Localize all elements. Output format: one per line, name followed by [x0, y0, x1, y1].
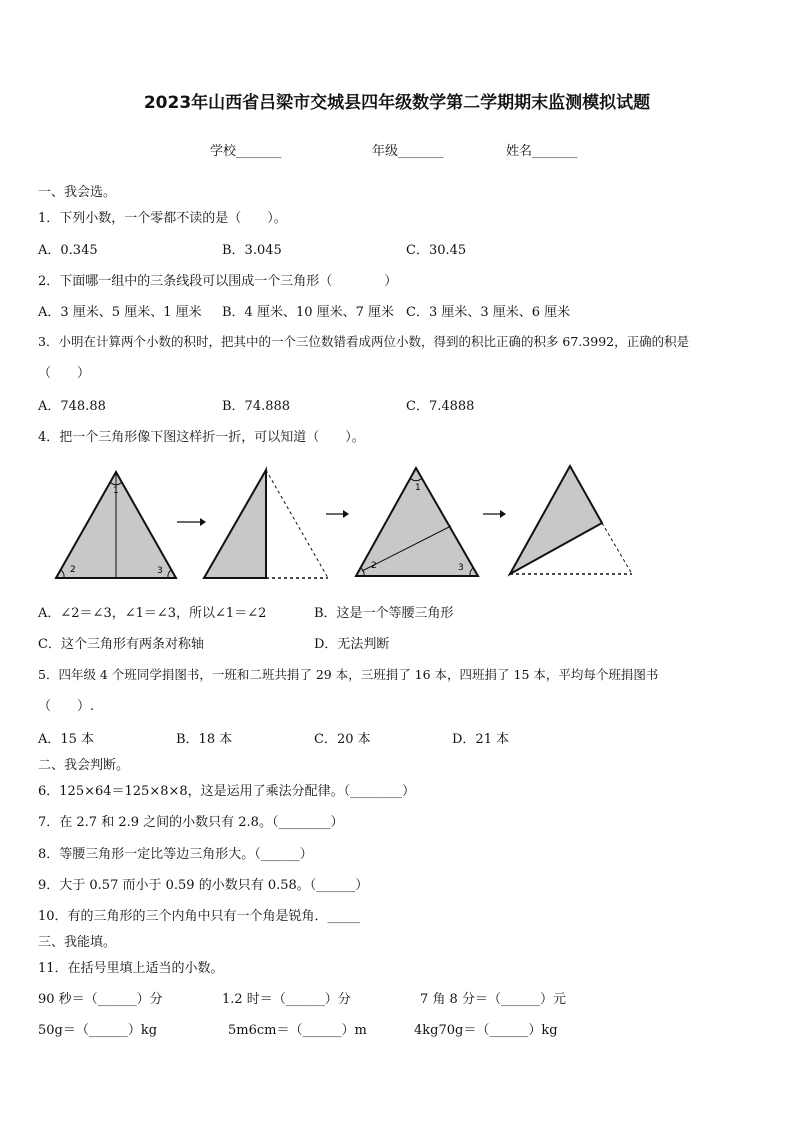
fill-blank-item[interactable]: 4kg70g＝（______）kg: [414, 1023, 558, 1038]
arrow-right-icon: [343, 510, 349, 518]
angle-1-label: 1: [113, 486, 119, 496]
fill-blank-item[interactable]: 5m6cm＝（______）m: [228, 1023, 367, 1038]
q5-option-c[interactable]: C．20 本: [314, 732, 371, 747]
angle-1-label: 1: [415, 483, 421, 493]
folding-triangle-figure: [40, 460, 650, 585]
question-2-stem: 2．下面哪一组中的三条线段可以围成一个三角形（ ）: [38, 274, 398, 289]
question-4-stem: 4．把一个三角形像下图这样折一折，可以知道（ ）。: [38, 430, 365, 445]
q4-option-c[interactable]: C．这个三角形有两条对称轴: [38, 637, 204, 652]
angle-2-label: 2: [371, 561, 377, 571]
question-5-stem-cont: （ ）.: [38, 699, 95, 714]
q5-option-a[interactable]: A．15 本: [38, 732, 95, 747]
q3-option-a[interactable]: A．748.88: [38, 399, 106, 414]
judgement-item[interactable]: 10．有的三角形的三个内角中只有一个角是锐角．_____: [38, 909, 361, 924]
fill-blank-item[interactable]: 7 角 8 分＝（______）元: [420, 992, 566, 1007]
judgement-item[interactable]: 7．在 2.7 和 2.9 之间的小数只有 2.8。（________）: [38, 815, 344, 830]
section-heading: 二、我会判断。: [38, 758, 130, 773]
question-5-stem: 5．四年级 4 个班同学捐图书，一班和二班共捐了 29 本，三班捐了 16 本，四班捐了 15 本，平均每个班捐图书: [38, 667, 659, 682]
q4-option-d[interactable]: D．无法判断: [314, 637, 390, 652]
section-heading: 一、我会选。: [38, 185, 117, 200]
name-field[interactable]: 姓名_______: [506, 144, 578, 159]
judgement-item[interactable]: 8．等腰三角形一定比等边三角形大。（______）: [38, 847, 313, 862]
question-3-stem-cont: （ ）: [38, 366, 91, 381]
fill-blank-item[interactable]: 1.2 时＝（______）分: [222, 992, 351, 1007]
triangle-2: [204, 470, 266, 578]
q2-option-c[interactable]: C．3 厘米、3 厘米、6 厘米: [406, 305, 571, 320]
angle-3-label: 3: [157, 566, 163, 576]
school-field[interactable]: 学校_______: [210, 144, 282, 159]
q1-option-c[interactable]: C．30.45: [406, 243, 467, 258]
section-heading: 三、我能填。: [38, 935, 117, 950]
q5-option-d[interactable]: D．21 本: [452, 732, 510, 747]
page-title: 2023年山西省吕梁市交城县四年级数学第二学期期末监测模拟试题: [143, 93, 651, 113]
question-3-stem: 3．小明在计算两个小数的积时，把其中的一个三位数错看成两位小数，得到的积比正确的积多 67.3992，正确的积是: [38, 334, 690, 349]
arrow-right-icon: [500, 510, 506, 518]
fill-blank-item[interactable]: 90 秒＝（______）分: [38, 992, 163, 1007]
q4-option-a[interactable]: A．∠2＝∠3，∠1＝∠3，所以∠1＝∠2: [38, 606, 267, 621]
grade-field[interactable]: 年级_______: [372, 144, 444, 159]
q3-option-b[interactable]: B．74.888: [222, 399, 291, 414]
q4-option-b[interactable]: B．这是一个等腰三角形: [314, 606, 454, 621]
angle-3-label: 3: [458, 563, 464, 573]
judgement-item[interactable]: 9．大于 0.57 而小于 0.59 的小数只有 0.58。（______）: [38, 878, 369, 893]
question-11-stem: 11．在括号里填上适当的小数。: [38, 961, 224, 976]
arrow-right-icon: [200, 518, 206, 526]
fill-blank-item[interactable]: 50g＝（______）kg: [38, 1023, 158, 1038]
q2-option-a[interactable]: A．3 厘米、5 厘米、1 厘米: [38, 305, 202, 320]
q5-option-b[interactable]: B．18 本: [176, 732, 233, 747]
q1-option-b[interactable]: B．3.045: [222, 243, 282, 258]
q1-option-a[interactable]: A．0.345: [38, 243, 98, 258]
triangle-4: [510, 466, 602, 574]
angle-2-label: 2: [70, 565, 76, 575]
question-1-stem: 1．下列小数，一个零都不读的是（ ）。: [38, 211, 287, 226]
judgement-item[interactable]: 6．125×64＝125×8×8，这是运用了乘法分配律。（________）: [38, 784, 416, 799]
q2-option-b[interactable]: B．4 厘米、10 厘米、7 厘米: [222, 305, 395, 320]
q3-option-c[interactable]: C．7.4888: [406, 399, 475, 414]
